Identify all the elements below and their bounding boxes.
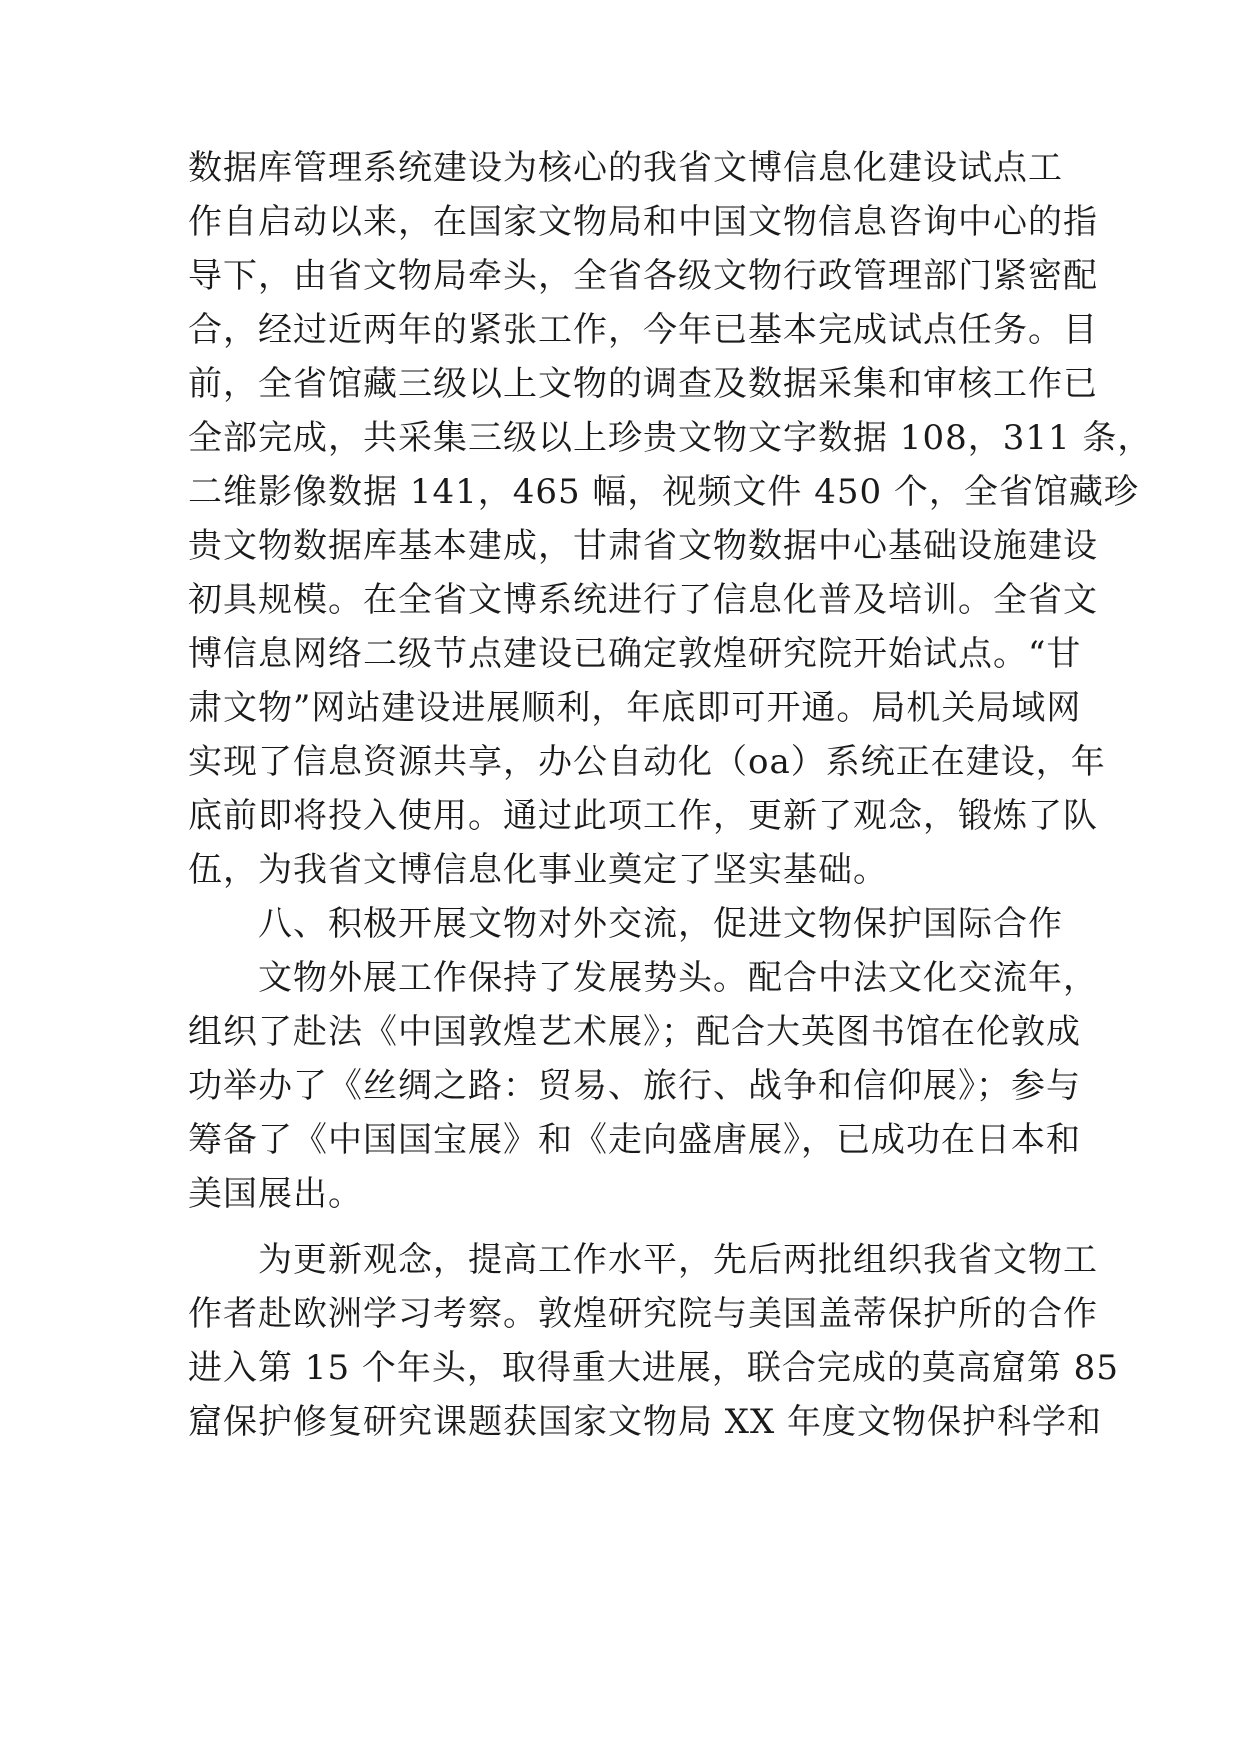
body-text-line: 底前即将投入使用。通过此项工作，更新了观念，锻炼了队	[188, 796, 1098, 836]
body-text-line: 窟保护修复研究课题获国家文物局 XX 年度文物保护科学和	[188, 1402, 1103, 1442]
body-text-line: 前，全省馆藏三级以上文物的调查及数据采集和审核工作已	[188, 364, 1098, 404]
body-text-line: 实现了信息资源共享，办公自动化（oa）系统正在建设，年	[188, 742, 1106, 782]
section-heading: 八、积极开展文物对外交流，促进文物保护国际合作	[258, 904, 1063, 944]
body-text-line: 为更新观念，提高工作水平，先后两批组织我省文物工	[258, 1240, 1098, 1280]
body-text-line: 美国展出。	[188, 1174, 363, 1214]
body-text-line: 博信息网络二级节点建设已确定敦煌研究院开始试点。“甘	[188, 634, 1082, 674]
body-text-line: 功举办了《丝绸之路：贸易、旅行、战争和信仰展》；参与	[188, 1066, 1081, 1106]
body-text-line: 进入第 15 个年头，取得重大进展，联合完成的莫高窟第 85	[188, 1348, 1119, 1388]
body-text-line: 全部完成，共采集三级以上珍贵文物文字数据 108，311 条，	[188, 418, 1153, 458]
body-text-line: 作者赴欧洲学习考察。敦煌研究院与美国盖蒂保护所的合作	[188, 1294, 1098, 1334]
body-text-line: 二维影像数据 141，465 幅，视频文件 450 个，全省馆藏珍	[188, 472, 1139, 512]
body-text-line: 伍，为我省文博信息化事业奠定了坚实基础。	[188, 850, 888, 890]
body-text-line: 组织了赴法《中国敦煌艺术展》；配合大英图书馆在伦敦成	[188, 1012, 1081, 1052]
body-text-line: 肃文物”网站建设进展顺利，年底即可开通。局机关局域网	[188, 688, 1082, 728]
body-text-line: 筹备了《中国国宝展》和《走向盛唐展》，已成功在日本和	[188, 1120, 1081, 1160]
body-text-line: 文物外展工作保持了发展势头。配合中法文化交流年，	[258, 958, 1098, 998]
body-text-line: 贵文物数据库基本建成，甘肃省文物数据中心基础设施建设	[188, 526, 1098, 566]
body-text-line: 数据库管理系统建设为核心的我省文博信息化建设试点工	[188, 148, 1063, 188]
body-text-line: 合，经过近两年的紧张工作，今年已基本完成试点任务。目	[188, 310, 1098, 350]
body-text-line: 初具规模。在全省文博系统进行了信息化普及培训。全省文	[188, 580, 1098, 620]
body-text-line: 导下，由省文物局牵头，全省各级文物行政管理部门紧密配	[188, 256, 1098, 296]
body-text-line: 作自启动以来，在国家文物局和中国文物信息咨询中心的指	[188, 202, 1098, 242]
